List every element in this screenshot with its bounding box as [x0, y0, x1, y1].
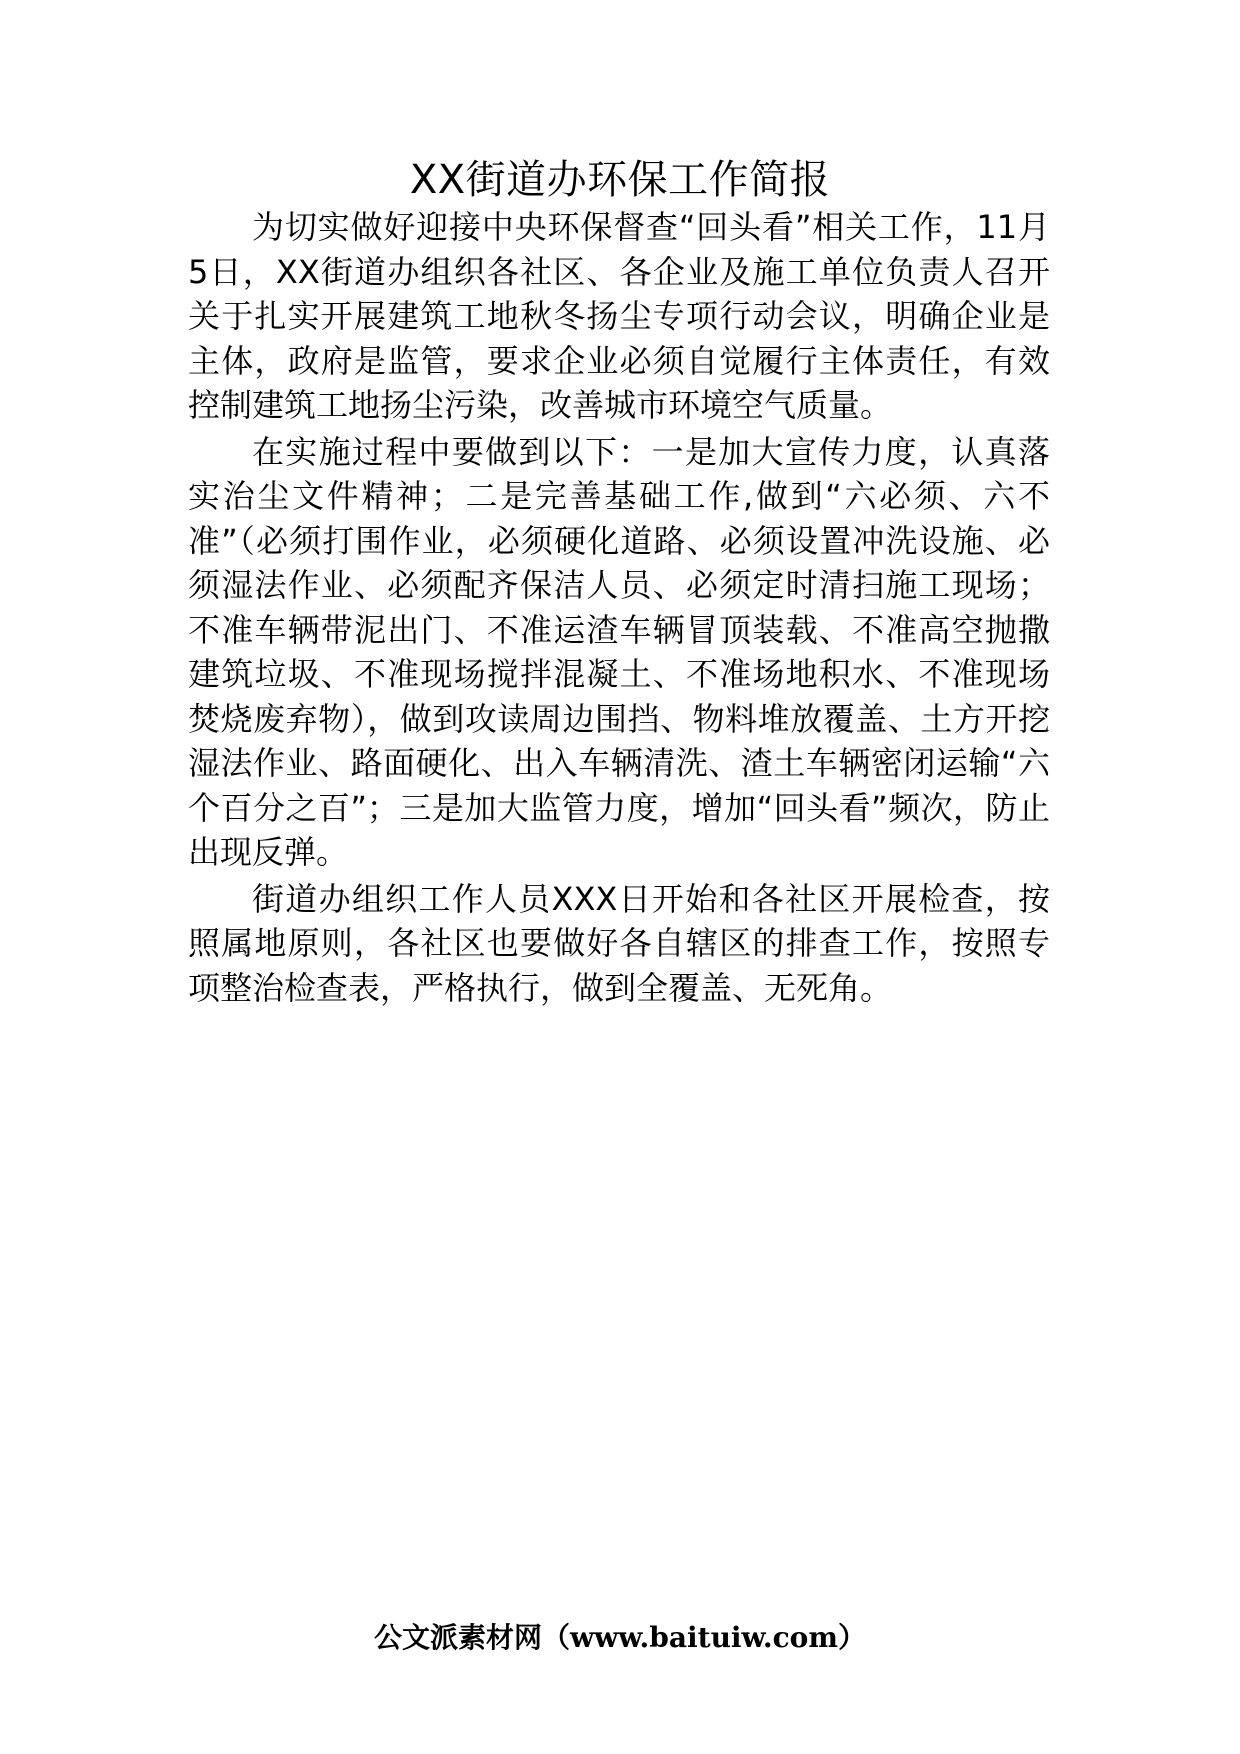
paragraph-3: 街道办组织工作人员XXX日开始和各社区开展检查，按照属地原则，各社区也要做好各自辖区的排查工作，按照专项整治检查表，严格执行，做到全覆盖、无死角。: [188, 879, 1050, 1007]
document-body: [188, 205, 1050, 1012]
document-title: XX街道办环保工作简报: [409, 157, 831, 203]
paragraph-2: 在实施过程中要做到以下：一是加大宣传力度，认真落实治尘文件精神；二是完善基础工作,做到“六必须、六不准”（必须打围作业，必须硬化道路、必须设置冲洗设施、必须湿法作业、必须配齐保洁人员、必须定时清扫施工现场；不准车辆带泥出门、不准运渣车辆冒顶装载、不准高空抛撒建筑垃圾、不准现场搅拌混凝土、不准场地积水、不准现场焚烧废弃物），做到攻读周边围挡、物料堆放覆盖、土方开挖湿法作业、路面硬化、出入车辆清洗、渣土车辆密闭运输“六个百分之百”；三是加大监管力度，增加“回头看”频次，防止出现反弹。: [188, 432, 1050, 871]
paragraph-1: 为切实做好迎接中央环保督查“回头看”相关工作，11月5日，XX街道办组织各社区、各企业及施工单位负责人召开关于扎实开展建筑工地秋冬扬尘专项行动会议，明确企业是主体，政府是监管，要求企业必须自觉履行主体责任，有效控制建筑工地扬尘污染，改善城市环境空气质量。: [188, 208, 1050, 424]
footer-source: 公文派素材网（www.baituiw.com）: [374, 1621, 866, 1654]
